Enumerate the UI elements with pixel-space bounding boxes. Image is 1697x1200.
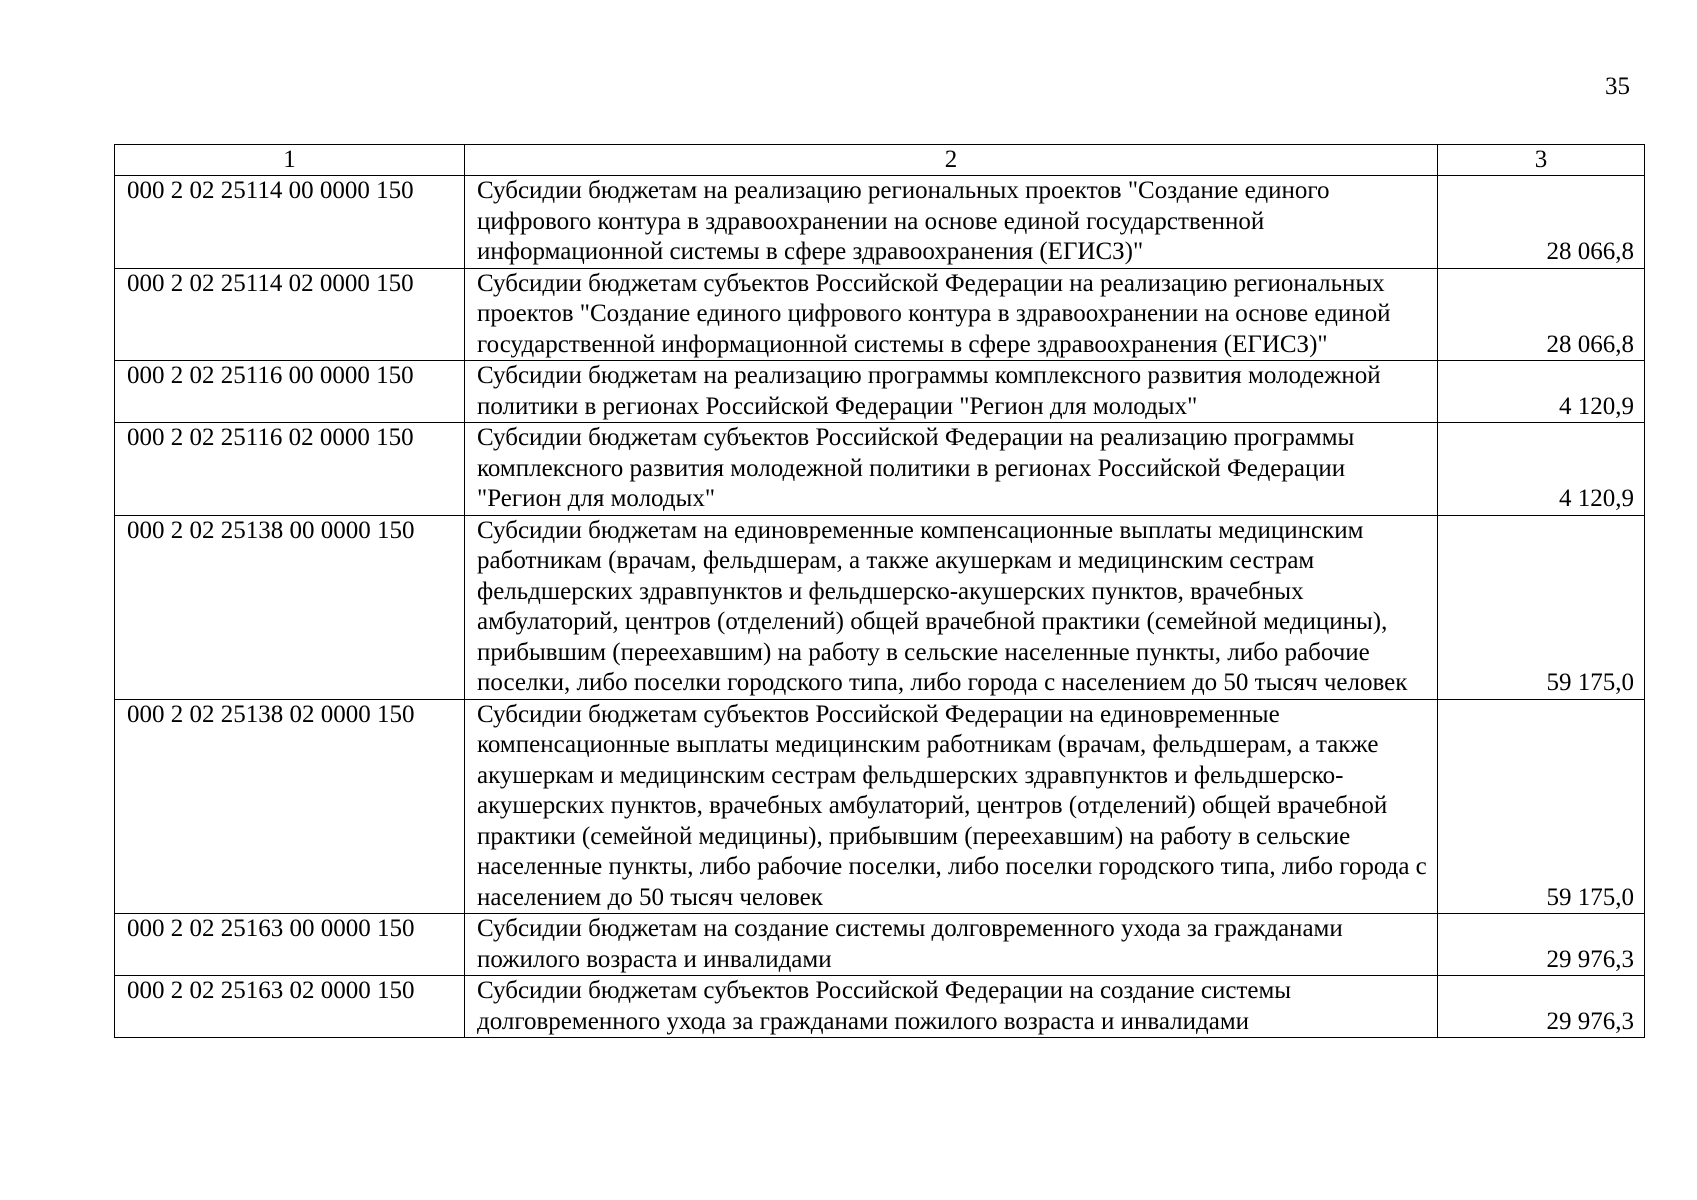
row-description: Субсидии бюджетам субъектов Российской Федерации на реализацию программы комплексного развития молодежной политики в регионах Российской Федерации "Регион для молодых" [465,423,1438,516]
row-amount: 29 976,3 [1438,914,1645,976]
row-code: 000 2 02 25163 02 0000 150 [115,976,465,1038]
row-description: Субсидии бюджетам на единовременные компенсационные выплаты медицинским работникам (врачам, фельдшерам, а также акушеркам и медицинским сестрам фельдшерских здравпунктов и фельдшерско-акушерских пунктов, врачебных амбулаторий, центров (отделений) общей врачебной практики (семейной медицины), прибывшим (переехавшим) на работу в сельские населенные пункты, либо рабочие поселки, либо поселки городского типа, либо города с населением до 50 тысяч человек [465,515,1438,699]
row-code: 000 2 02 25138 02 0000 150 [115,699,465,914]
row-code: 000 2 02 25138 00 0000 150 [115,515,465,699]
table-row [115,515,1645,699]
row-description: Субсидии бюджетам на реализацию региональных проектов "Создание единого цифрового контура в здравоохранении на основе единой государственной информационной системы в сфере здравоохранения (ЕГИСЗ)" [465,176,1438,269]
table-row [115,699,1645,914]
row-amount: 4 120,9 [1438,423,1645,516]
table-row [115,268,1645,361]
row-amount: 28 066,8 [1438,176,1645,269]
row-description: Субсидии бюджетам на реализацию программы комплексного развития молодежной политики в регионах Российской Федерации "Регион для молодых" [465,361,1438,423]
row-code: 000 2 02 25116 02 0000 150 [115,423,465,516]
column-header-code: 1 [115,145,465,176]
row-amount: 28 066,8 [1438,268,1645,361]
row-code: 000 2 02 25114 00 0000 150 [115,176,465,269]
table-row [115,976,1645,1038]
page-number: 35 [1605,73,1630,100]
table-header-row [115,145,1645,176]
row-description: Субсидии бюджетам на создание системы долговременного ухода за гражданами пожилого возраста и инвалидами [465,914,1438,976]
table-row [115,423,1645,516]
budget-table [114,144,1645,1038]
row-code: 000 2 02 25116 00 0000 150 [115,361,465,423]
table-row [115,176,1645,269]
row-description: Субсидии бюджетам субъектов Российской Федерации на создание системы долговременного ухода за гражданами пожилого возраста и инвалидами [465,976,1438,1038]
column-header-description: 2 [465,145,1438,176]
row-description: Субсидии бюджетам субъектов Российской Федерации на реализацию региональных проектов "Создание единого цифрового контура в здравоохранении на основе единой государственной информационной системы в сфере здравоохранения (ЕГИСЗ)" [465,268,1438,361]
row-amount: 59 175,0 [1438,699,1645,914]
row-code: 000 2 02 25163 00 0000 150 [115,914,465,976]
table-row [115,914,1645,976]
row-amount: 59 175,0 [1438,515,1645,699]
row-code: 000 2 02 25114 02 0000 150 [115,268,465,361]
column-header-amount: 3 [1438,145,1645,176]
row-amount: 4 120,9 [1438,361,1645,423]
table-row [115,361,1645,423]
row-description: Субсидии бюджетам субъектов Российской Федерации на единовременные компенсационные выплаты медицинским работникам (врачам, фельдшерам, а также акушеркам и медицинским сестрам фельдшерских здравпунктов и фельдшерско-акушерских пунктов, врачебных амбулаторий, центров (отделений) общей врачебной практики (семейной медицины), прибывшим (переехавшим) на работу в сельские населенные пункты, либо рабочие поселки, либо поселки городского типа, либо города с населением до 50 тысяч человек [465,699,1438,914]
row-amount: 29 976,3 [1438,976,1645,1038]
